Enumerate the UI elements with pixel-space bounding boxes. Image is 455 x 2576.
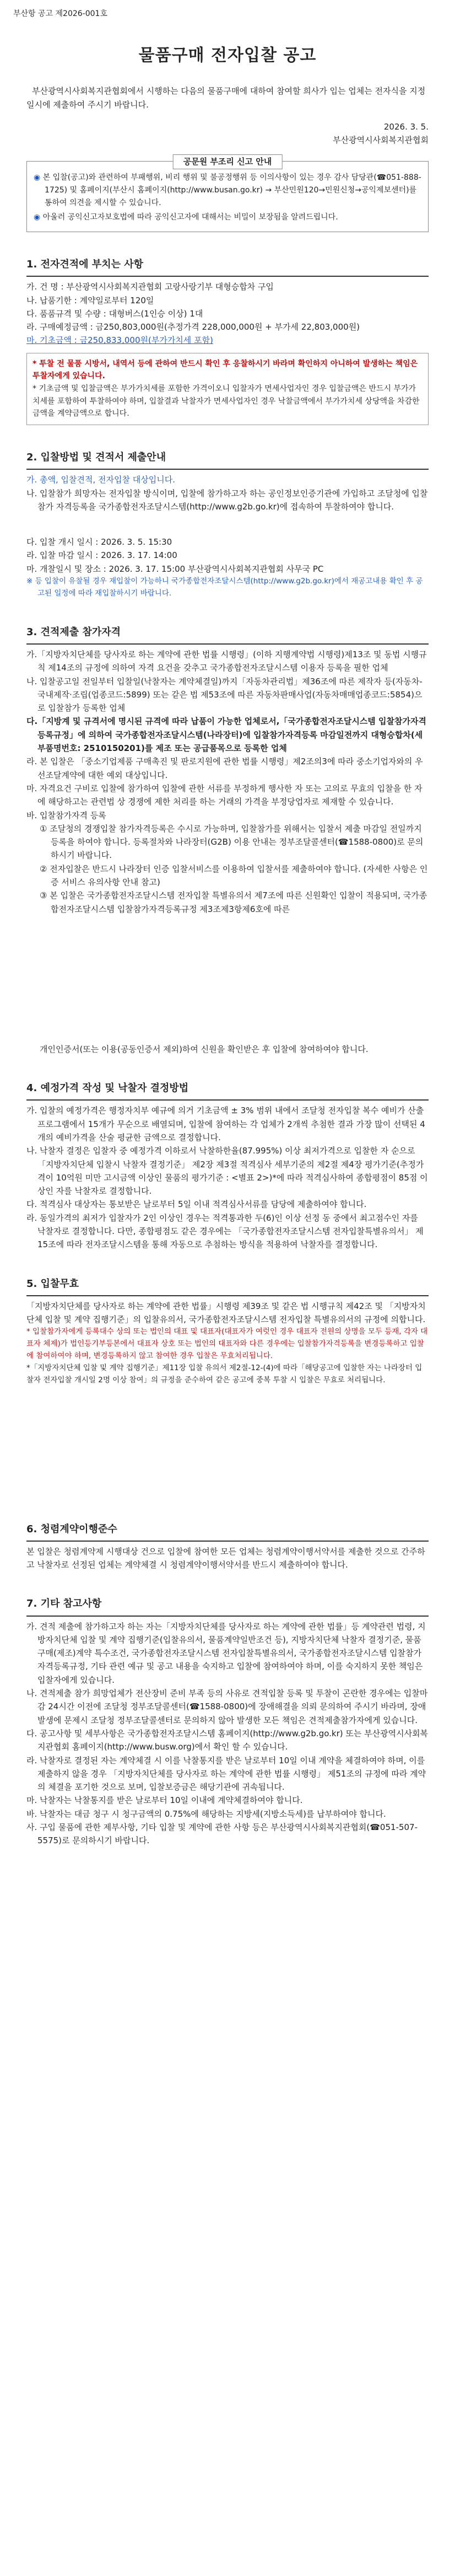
spacer <box>26 1387 429 1497</box>
s1-ra: 라. 구매예정금액 : 금250,803,000원(추정가격 228,000,000원 + 부가세 22,803,000원) <box>26 322 360 332</box>
announce-date: 2026. 3. 5. <box>383 121 429 132</box>
s3-ba: 바. 입찰참가자격 등록 <box>26 810 106 820</box>
s7-ba: 바. 낙찰자는 대금 청구 시 청구금액의 0.75%에 해당하는 지방세(지방소득세)를 납부하여야 합니다. <box>26 1808 386 1819</box>
section-divider <box>26 469 429 470</box>
s7-ga: 가. 견적 제출에 참가하고자 하는 자는「지방자치단체를 당사자로 하는 계약에 관한 법률」등 계약관련 법령, 지방자치단체 입찰 및 계약 집행기준(입찰유의서, 물품계약일반조건 등), 지방자치단체 낙찰자 결정기준, 물품구매(제조)계약 특수조건, 국가종합전자조달시스템 전자입찰특별유의서, 국가종합전자조달시스템 입찰참가자격등록규정, 기타 관련 예규 및 공고 내용을 숙지하고 입찰에 참여하여야 하며, 이를 숙지하지 못한 책임은 입찰자에게 있습니다. <box>26 1621 426 1685</box>
page-title: 물품구매 전자입찰 공고 <box>138 45 317 65</box>
s3-ra: 라. 본 입찰은 「중소기업제품 구매촉진 및 판로지원에 관한 법률 시행령」제2조의3에 따라 중소기업자와의 우선조달계약에 대한 예외 대상입니다. <box>26 756 423 780</box>
s1-star2: * 기초금액 및 입찰금액은 부가가치세를 포함한 가격이오니 입찰자가 면세사업자인 경우 입찰금액은 반드시 부가가치세를 포함하여 투찰하여야 하며, 입찰결과 낙찰자가 면세사업자인 경우 낙찰금액에서 부가가치세 상당액을 차감한 금액을 계약금액으로 합니다. <box>32 384 420 418</box>
s1-ga: 가. 건 명 : 부산광역시사회복지관협회 고랑사랑기부 대형승합차 구입 <box>26 282 274 292</box>
s2-note: ※ 등 입찰이 유찰될 경우 재입찰이 가능하니 국가종합전자조달시스템(http://www.g2b.go.kr)에서 재공고내용 확인 후 공고된 일정에 따라 재입찰하시기 바랍니다. <box>26 577 423 598</box>
section-4-title: 4. 예정가격 작성 및 낙찰자 결정방법 <box>26 1082 189 1094</box>
section-6-title: 6. 청렴계약이행준수 <box>26 1523 117 1535</box>
notice-title: 공문원 부조리 신고 안내 <box>173 154 283 169</box>
s2-ma: 마. 개찰일시 및 장소 : 2026. 3. 17. 15:00 부산광역시사회복지관협회 사무국 PC <box>26 564 324 574</box>
announce-org: 부산광역시사회복지관협회 <box>333 135 429 146</box>
section-5-title: 5. 입찰무효 <box>26 1278 79 1290</box>
notice-p2: ◉ 아울러 공익신고자보호법에 따라 공익신고자에 대해서는 비밀이 보장됨을 알려드립니다. <box>34 213 338 222</box>
section-divider <box>26 1616 429 1617</box>
s3-b1: ① 조달청의 경쟁입찰 참가자격등록은 수시로 가능하며, 입찰참가를 위해서는 입찰서 제출 마감일 전일까지 등록을 하여야 합니다. 등록절차와 나라장터(G2B) 이용 안내는 정부조달콜센터(☎1588-0800)로 문의하시기 바랍니다. <box>40 823 424 861</box>
s7-da: 다. 공고사항 및 세부사항은 국가종합전자조달시스템 홈페이지(http://www.g2b.go.kr) 또는 부산광역시사회복지관협회 홈페이지(http://www.busw.org)에서 확인 할 수 있습니다. <box>26 1728 429 1752</box>
s3-na: 나. 입찰공고일 전일부터 입찰일(낙찰자는 계약체결일)까지「자동차관리법」제36조에 따른 제작자 등(자동차-국내제작·조립(업종코드:5899) 또는 같은 법 제53조에 따른 자동차판매사업(자동차매매업종코드:5854)으로 입찰참가 등록한 업체 <box>26 676 422 713</box>
s1-na: 나. 납품기한 : 계약일로부터 120일 <box>26 295 154 305</box>
section-divider <box>26 1099 429 1101</box>
s4-ra: 라. 동일가격의 최저가 입찰자가 2인 이상인 경우는 적격통과한 두(6)인 이상 선정 동 중에서 최고점수인 자를 낙찰자로 결정합니다. 다만, 종합평점도 같은 경우에는 「국가종합전자조달시스템 전자입찰특별유의서」 제15조에 따라 전자조달시스템을 통해 자동으로 추첨하는 방식을 적용하여 낙찰자를 결정합니다. <box>26 1212 424 1250</box>
s2-ra: 라. 입찰 마감 일시 : 2026. 3. 17. 14:00 <box>26 550 177 561</box>
s2-na: 나. 입찰참가 희망자는 전자입찰 방식이며, 입찰에 참가하고자 하는 공인정보인증기관에 가입하고 조달청에 입찰참가 자격등록을 국가종합전자조달시스템(http://www.g2b.go.kr)에 접속하여 투찰하여야 합니다. <box>26 488 428 512</box>
s1-star1: * 투찰 전 물품 시방서, 내역서 등에 관하여 반드시 확인 후 응찰하시기 바라며 확인하지 아니하여 발생하는 책임은 투찰자에게 있습니다. <box>32 359 418 381</box>
s1-da: 다. 품품규격 및 수량 : 대형버스(1인승 이상) 1대 <box>26 308 203 319</box>
s3-ma: 마. 자격요건 구비로 입찰에 참가하여 입찰에 관한 서류를 부정하게 행사한 자 또는 고의로 무효의 입찰을 한 자에 해당하고는 관련법 상 경쟁에 제한 처리를 하는 거래의 가격을 부정당업자로 제재할 수 있습니다. <box>26 783 422 807</box>
s1-ma: 마. 기초금액 : 금250,833,000원(부가가치세 포함) <box>26 335 213 346</box>
s7-sa: 사. 구입 물품에 관한 제부사항, 기타 입찰 및 계약에 관한 사항 등은 부산광역시사회복지관협회(☎051-507-5575)로 문의하시기 바랍니다. <box>26 1822 418 1846</box>
s3-b2: ② 전자입찰은 반드시 나라장터 인증 입찰서비스를 이용하여 입찰서를 제출하여야 합니다. (자세한 사항은 인증 서비스 유의사항 안내 참고) <box>40 863 428 887</box>
bullet-icon: ◉ <box>34 173 43 183</box>
s3-b3: ③ 본 입찰은 국가종합전자조달시스템 전자입찰 특별유의서 제7조에 따른 신원확인 입찰이 적용되며, 국가종합전자조달시스템 입찰참가자격등록규정 제3조제3항제6호에 따른 <box>40 890 427 914</box>
section-divider <box>26 276 429 277</box>
intro-text: 부산광역시사회복지관협회에서 시행하는 다음의 물품구매에 대하여 참여할 희사가 입는 업체는 전자식을 지정일시에 제출하여 주시기 바랍니다. <box>26 86 426 110</box>
s5-star: * 입찰참가자에게 등록대수 상의 또는 법인의 대표 및 대표자(대표자가 여럿인 경우 대표자 전원의 상명을 모두 등재, 각자 대표자 체제)가 법인등기부등본에서 대표자 상호 또는 법인의 대표자와 다른 경우에는 입찰참가자격등록을 변경등록하고 입찰에 참여하여야 하며, 변경등록하지 않고 참여한 경우 입찰은 무효처리됩니다. <box>26 1327 428 1361</box>
s3-da: 다.「지방계 및 규격서에 명시된 규격에 따라 납품이 가능한 업체로서,「국가종합전자조달시스템 입찰참가자격등록규정」에 의하여 국가종합전자조달시스템(나라장터)에 입찰참가자격등록 마감일전까지 대형승합차(세부품명번호: 2510150201)를 제조 또는 공급품목으로 등록한 업체 <box>26 716 426 754</box>
section-1-title: 1. 전자견적에 부치는 사항 <box>26 259 144 271</box>
s2-ga: 가. 총액, 입찰견적, 전자입찰 대상입니다. <box>26 475 175 485</box>
s5-p1: 「지방자치단체를 당사자로 하는 계약에 관한 법률」시행령 제39조 및 같은 법 시행규칙 제42조 및 「지방자치단체 입찰 및 계약 집행기준」의 입찰유의서, 국가종합전자조달시스템 전자입찰 특별유의서의 규정에 의합니다. <box>26 1301 426 1325</box>
section-divider <box>26 1295 429 1296</box>
spacer <box>26 916 429 1043</box>
s7-na: 나. 견적제출 참가 희망업체가 전산장비 준비 부족 등의 사유로 견적입찰 등록 및 투찰이 곤란한 경우에는 입찰마감 24시간 이전에 조달청 정부조달콜센터(☎1588-0800)에 장애해결을 의뢰 문의하여 주시기 바라며, 장애발생에 문제시 조달청 정부조달콜센터로 문의하지 않아 발생한 모든 책임은 견적제출참가자에게 있습니다. <box>26 1688 428 1725</box>
spacer <box>26 513 429 535</box>
bullet-icon: ◉ <box>34 213 43 222</box>
s7-ma: 마. 낙찰자는 낙찰통지를 받은 날로부터 10일 이내에 계약체결하여야 합니다. <box>26 1795 303 1806</box>
section-divider <box>26 1541 429 1542</box>
section-7-title: 7. 기타 참고사항 <box>26 1598 102 1610</box>
notice-box <box>26 157 429 232</box>
s1-warning-box <box>26 353 429 425</box>
s3-ga: 가.「지방자치단체를 당사자로 하는 계약에 관한 법률 시행령」(이하 지행계약법 시행령)제13조 및 동법 시행규칙 제14조의 규정에 의하여 자격 요건을 갖추고 국가종합전자조달시스템 이용자 등록을 필한 업체 <box>26 649 427 673</box>
s4-ga: 가. 입찰의 예정가격은 행정자치부 예규에 의거 기초금액 ± 3% 범위 내에서 조달청 전자입찰 복수 예비가 산출프로그램에서 15개가 무순으로 배열되며, 입찰에 참여하는 각 업체가 2개씩 추첨한 결과 가장 많이 선택된 4개의 예비가격을 산술 평균한 금액으로 결정합니다. <box>26 1105 425 1142</box>
section-divider <box>26 643 429 645</box>
s2-da: 다. 입찰 개시 일시 : 2026. 3. 5. 15:30 <box>26 537 172 548</box>
section-2-title: 2. 입찰방법 및 견적서 제출안내 <box>26 452 166 464</box>
notice-p1: ◉ 본 입찰(공고)와 관련하여 부패행위, 비리 행위 및 불공정행위 등 이의사항이 있는 경우 감사 담당관(☎051-888-1725) 및 홈페이지(부산시 홈페이지(http://www.busan.go.kr) → 부산민원120→민원신청→공익제보센터)를 통하여 의견을 제시할 수 있습니다. <box>34 173 421 207</box>
s3-b4: 개인인증서(또는 이용(공동인증서 제외)하여 신원을 확인받은 후 입찰에 참여하여야 합니다. <box>40 1044 369 1054</box>
s4-da: 다. 적격심사 대상자는 통보받은 날로부터 5일 이내 적격심사서류를 담당에 제출하여야 합니다. <box>26 1199 367 1210</box>
doc-number: 부산항 공고 제2026-001호 <box>13 9 107 18</box>
section-3-title: 3. 견적제출 참가자격 <box>26 626 121 638</box>
s6-p1: 본 입찰은 청렴계약제 시행대상 건으로 입찰에 참여한 모든 업체는 청렴계약이행서약서를 제출한 것으로 간주하고 낙찰자로 선정된 업체는 계약체결 시 청렴계약이행서약서를 반드시 제출하여야 합니다. <box>26 1546 425 1570</box>
s5-star2: *「지방자치단체 입찰 및 계약 집행기준」제11장 입찰 유의서 제2절-12-(4)에 따라「해당공고에 입찰한 자는 나라장터 입찰자 전자입찰 개시일 2명 이상 참여」의 규정을 준수하여 같은 공고에 중복 투찰 시 입찰은 무효로 처리됩니다. <box>26 1363 422 1384</box>
s4-na: 나. 낙찰자 결정은 입찰자 중 예정가격 이하로서 낙찰하한율(87.995%) 이상 최저가격으로 입찰한 자 순으로 「지방자치단체 입찰시 낙찰자 결정기준」 제2장 제3절 적격심사 세부기준의 제2절 제4장 평가기준(추정가격이 10억원 미만 고시금액 이상인 물품의 평가기준 : <별표 2>)*에 따라 적격심사하여 종합평점이 85점 이상인 자를 낙찰자로 결정합니다. <box>26 1146 428 1196</box>
s7-ra: 라. 낙찰자로 결정된 자는 계약체결 시 이를 낙찰통지를 받은 날로부터 10일 이내 계약을 체결하여야 하며, 이를 제출하지 않을 경우 「지방자치단체를 당사자로 하는 계약에 관한 법률 시행령」 제51조의 규정에 따라 계약의 체결을 포기한 것으로 보며, 입찰보증금은 해당기관에 귀속됩니다. <box>26 1755 426 1793</box>
